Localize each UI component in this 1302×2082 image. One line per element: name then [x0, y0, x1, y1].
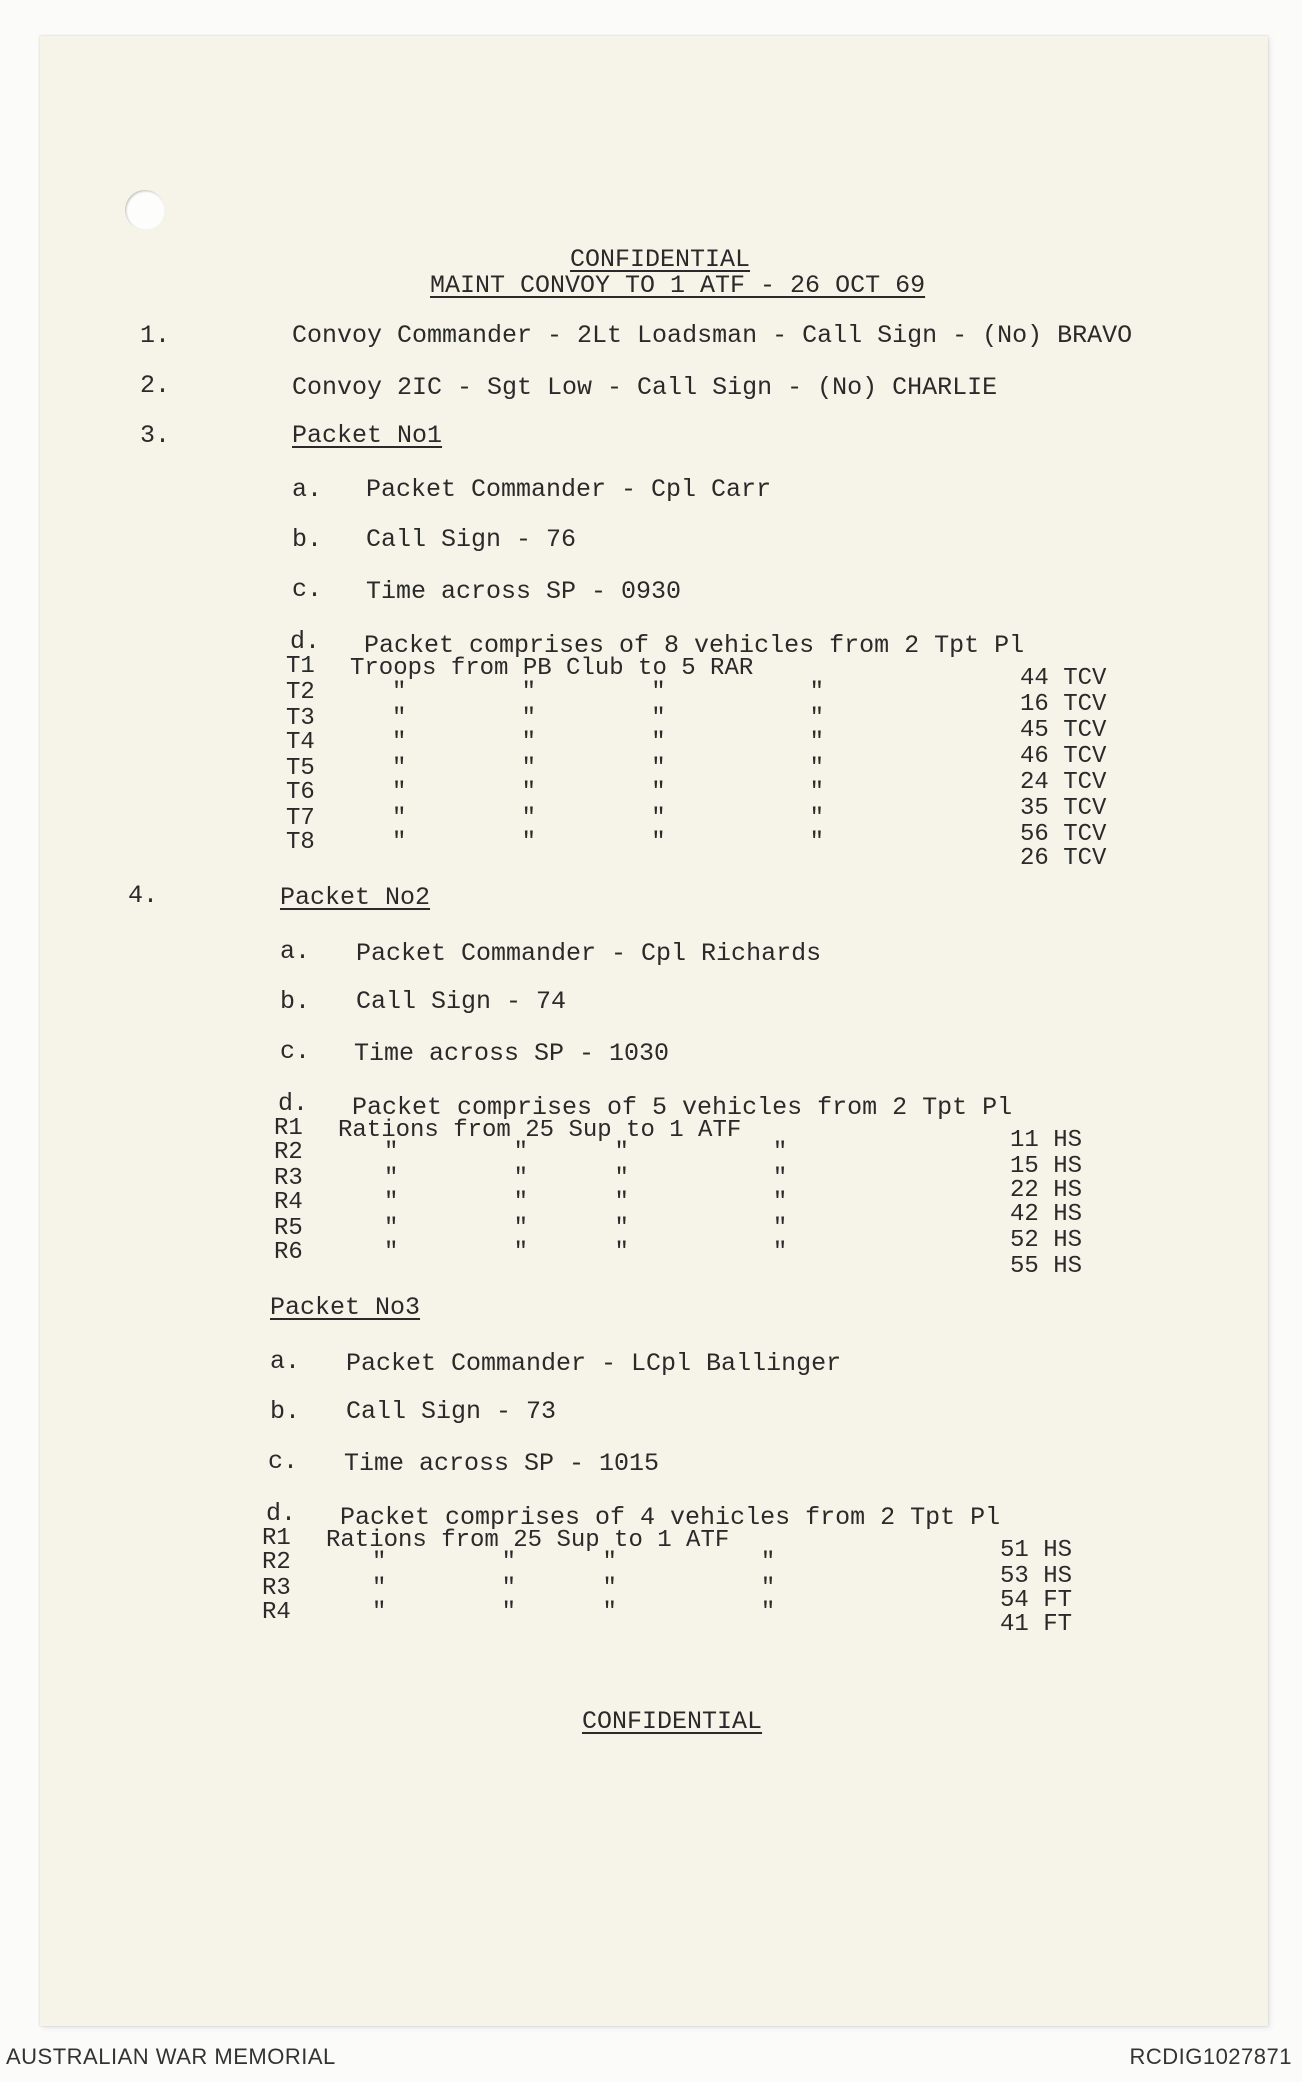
classification-bottom: CONFIDENTIAL	[582, 1707, 763, 1736]
table-row-id: T5	[286, 755, 315, 782]
packet2-b-letter: b.	[280, 987, 311, 1016]
table-row-id: R4	[262, 1599, 291, 1626]
packet2-commander: Packet Commander - Cpl Richards	[356, 939, 822, 968]
table-row-desc: " " " "	[392, 779, 825, 806]
item-3-number: 3.	[140, 421, 171, 450]
packet3-title: Packet No3	[270, 1293, 421, 1322]
table-row-vehicle: 24 TCV	[1020, 769, 1107, 796]
table-row-desc: Troops from PB Club to 5 RAR	[350, 655, 754, 682]
table-row-desc: " " " "	[372, 1549, 776, 1576]
punch-hole	[125, 190, 165, 230]
packet1-time: Time across SP - 0930	[366, 577, 682, 606]
table-row-vehicle: 44 TCV	[1020, 665, 1107, 692]
table-row-id: R1	[262, 1525, 291, 1552]
table-row-id: R4	[274, 1189, 303, 1216]
table-row-vehicle: 54 FT	[1000, 1587, 1073, 1614]
table-row-desc: " " " "	[392, 729, 825, 756]
table-row-vehicle: 46 TCV	[1020, 743, 1107, 770]
packet3-c-letter: c.	[268, 1447, 299, 1476]
table-row-vehicle: 16 TCV	[1020, 691, 1107, 718]
table-row-vehicle: 11 HS	[1010, 1127, 1083, 1154]
table-row-desc: " " " "	[392, 829, 825, 856]
table-row-desc: " " " "	[392, 679, 825, 706]
packet3-d-letter: d.	[266, 1499, 297, 1528]
table-row-vehicle: 22 HS	[1010, 1177, 1083, 1204]
table-row-desc: " " " "	[384, 1239, 788, 1266]
table-row-desc: " " " "	[372, 1575, 776, 1602]
packet1-comprises: Packet comprises of 8 vehicles from 2 Tpt Pl	[364, 631, 1025, 660]
table-row-vehicle: 42 HS	[1010, 1201, 1083, 1228]
table-row-id: T3	[286, 705, 315, 732]
item-2-text: Convoy 2IC - Sgt Low - Call Sign - (No) CHARLIE	[292, 373, 998, 402]
table-row-desc: " " " "	[384, 1165, 788, 1192]
packet1-commander: Packet Commander - Cpl Carr	[366, 475, 772, 504]
packet2-comprises: Packet comprises of 5 vehicles from 2 Tpt Pl	[352, 1093, 1013, 1122]
table-row-vehicle: 56 TCV	[1020, 821, 1107, 848]
table-row-id: R2	[262, 1549, 291, 1576]
table-row-id: R6	[274, 1239, 303, 1266]
item-1-number: 1.	[140, 321, 171, 350]
table-row-desc: " " " "	[384, 1189, 788, 1216]
packet3-b-letter: b.	[270, 1397, 301, 1426]
archive-id: RCDIG1027871	[1129, 2044, 1292, 2069]
packet2-d-letter: d.	[278, 1089, 309, 1118]
table-row-desc: " " " "	[384, 1139, 788, 1166]
packet2-title: Packet No2	[280, 883, 431, 912]
table-row-desc: " " " "	[392, 755, 825, 782]
packet1-b-letter: b.	[292, 525, 323, 554]
table-row-id: T2	[286, 679, 315, 706]
table-row-vehicle: 55 HS	[1010, 1253, 1083, 1280]
table-row-vehicle: 26 TCV	[1020, 845, 1107, 872]
table-row-desc: " " " "	[392, 705, 825, 732]
packet3-comprises: Packet comprises of 4 vehicles from 2 Tpt Pl	[340, 1503, 1001, 1532]
table-row-desc: " " " "	[372, 1599, 776, 1626]
table-row-vehicle: 53 HS	[1000, 1563, 1073, 1590]
packet1-title: Packet No1	[292, 421, 443, 450]
table-row-id: T7	[286, 805, 315, 832]
packet3-commander: Packet Commander - LCpl Ballinger	[346, 1349, 842, 1378]
packet1-d-letter: d.	[290, 627, 321, 656]
item-4-number: 4.	[128, 881, 159, 910]
document-title: MAINT CONVOY TO 1 ATF - 26 OCT 69	[430, 271, 926, 300]
table-row-desc: Rations from 25 Sup to 1 ATF	[326, 1527, 730, 1554]
table-row-desc: " " " "	[392, 805, 825, 832]
packet1-a-letter: a.	[292, 475, 323, 504]
table-row-vehicle: 35 TCV	[1020, 795, 1107, 822]
packet2-call-sign: Call Sign - 74	[356, 987, 567, 1016]
table-row-id: T8	[286, 829, 315, 856]
table-row-vehicle: 15 HS	[1010, 1153, 1083, 1180]
packet3-call-sign: Call Sign - 73	[346, 1397, 557, 1426]
table-row-id: R2	[274, 1139, 303, 1166]
table-row-vehicle: 41 FT	[1000, 1611, 1073, 1638]
item-1-text: Convoy Commander - 2Lt Loadsman - Call Sign - (No) BRAVO	[292, 321, 1133, 350]
packet1-call-sign: Call Sign - 76	[366, 525, 577, 554]
classification-top: CONFIDENTIAL	[570, 245, 751, 274]
archive-source: AUSTRALIAN WAR MEMORIAL	[6, 2044, 336, 2069]
table-row-id: T1	[286, 653, 315, 680]
packet3-a-letter: a.	[270, 1347, 301, 1376]
table-row-desc: " " " "	[384, 1215, 788, 1242]
packet2-a-letter: a.	[280, 937, 311, 966]
table-row-vehicle: 45 TCV	[1020, 717, 1107, 744]
table-row-desc: Rations from 25 Sup to 1 ATF	[338, 1117, 742, 1144]
packet2-time: Time across SP - 1030	[354, 1039, 670, 1068]
table-row-id: T4	[286, 729, 315, 756]
table-row-id: R3	[262, 1575, 291, 1602]
table-row-id: T6	[286, 779, 315, 806]
item-2-number: 2.	[140, 371, 171, 400]
packet3-time: Time across SP - 1015	[344, 1449, 660, 1478]
table-row-id: R3	[274, 1165, 303, 1192]
table-row-id: R1	[274, 1115, 303, 1142]
table-row-vehicle: 51 HS	[1000, 1537, 1073, 1564]
packet1-c-letter: c.	[292, 575, 323, 604]
table-row-vehicle: 52 HS	[1010, 1227, 1083, 1254]
table-row-id: R5	[274, 1215, 303, 1242]
packet2-c-letter: c.	[280, 1037, 311, 1066]
